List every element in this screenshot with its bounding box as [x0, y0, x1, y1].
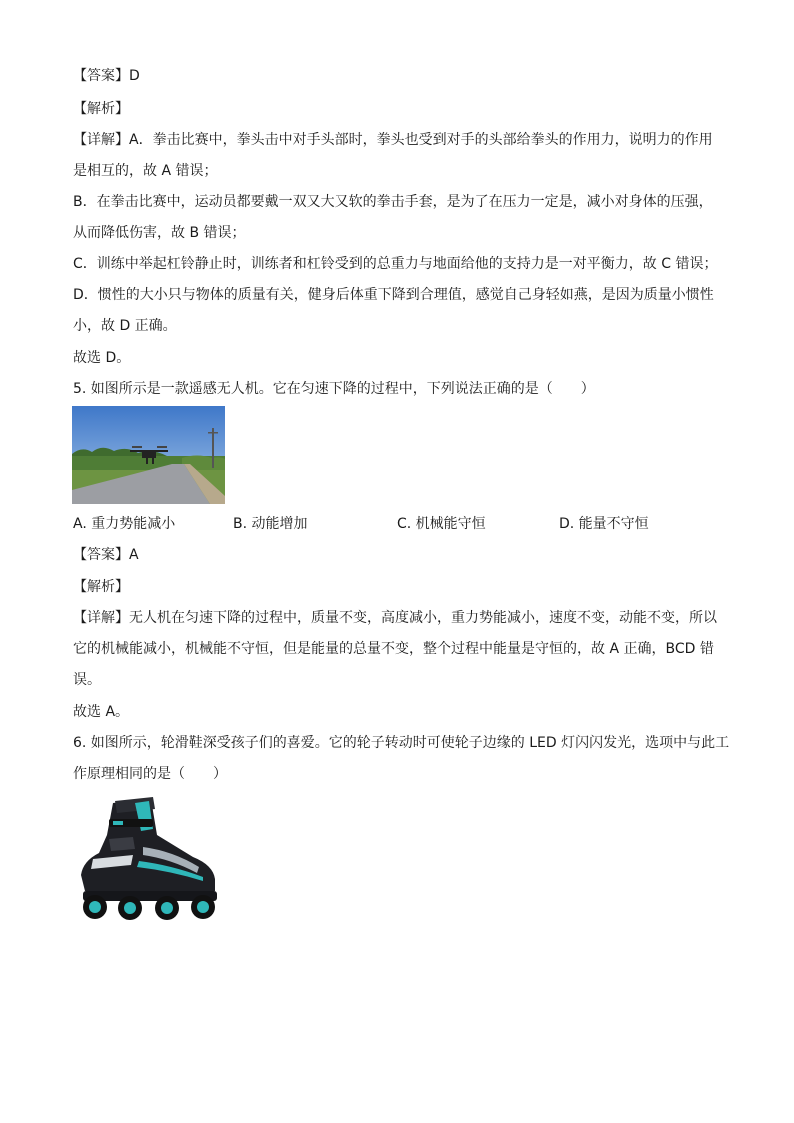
- detail-d-cont: 小，故 D 正确。: [73, 318, 177, 334]
- question-5: 5. 如图所示是一款遥感无人机。它在匀速下降的过程中，下列说法正确的是（ ）: [73, 381, 595, 397]
- answer-label: 【答案】D: [73, 68, 140, 84]
- question-6: 6. 如图所示，轮滑鞋深受孩子们的喜爱。它的轮子转动时可使轮子边缘的 LED 灯闪闪发光，选项中与此工: [73, 735, 730, 751]
- detail-a: 【详解】A．拳击比赛中，拳头击中对手头部时，拳头也受到对手的头部给拳头的作用力，说明力的作用: [73, 132, 713, 148]
- detail-b: B．在拳击比赛中，运动员都要戴一双又大又软的拳击手套，是为了在压力一定是，减小对身体的压强，: [73, 194, 713, 210]
- answer-label-5: 【答案】A: [73, 547, 139, 563]
- choose-d: 故选 D。: [73, 350, 131, 366]
- detail-5-cont: 它的机械能减小，机械能不守恒，但是能量的总量不变，整个过程中能量是守恒的，故 A 正确，BCD 错: [73, 641, 714, 657]
- inline-skate-image: [73, 795, 225, 927]
- question-6-cont: 作原理相同的是（ ）: [73, 766, 227, 782]
- option-a: A. 重力势能减小: [73, 516, 176, 532]
- detail-5: 【详解】无人机在匀速下降的过程中，质量不变，高度减小，重力势能减小，速度不变，动能不变，所以: [73, 610, 717, 626]
- detail-5-end: 误。: [73, 672, 101, 688]
- option-b: B. 动能增加: [233, 516, 308, 532]
- detail-a-cont: 是相互的，故 A 错误；: [73, 163, 218, 179]
- drone-photo: [72, 406, 225, 504]
- analysis-label-5: 【解析】: [73, 579, 129, 595]
- choose-a: 故选 A。: [73, 704, 130, 720]
- detail-d: D．惯性的大小只与物体的质量有关，健身后体重下降到合理值，感觉自己身轻如燕，是因为质量小惯性: [73, 287, 714, 303]
- option-d: D. 能量不守恒: [559, 516, 649, 532]
- detail-c: C．训练中举起杠铃静止时，训练者和杠铃受到的总重力与地面给他的支持力是一对平衡力，故 C 错误；: [73, 256, 718, 272]
- detail-b-cont: 从而降低伤害，故 B 错误；: [73, 225, 246, 241]
- analysis-label: 【解析】: [73, 101, 129, 117]
- option-c: C. 机械能守恒: [397, 516, 486, 532]
